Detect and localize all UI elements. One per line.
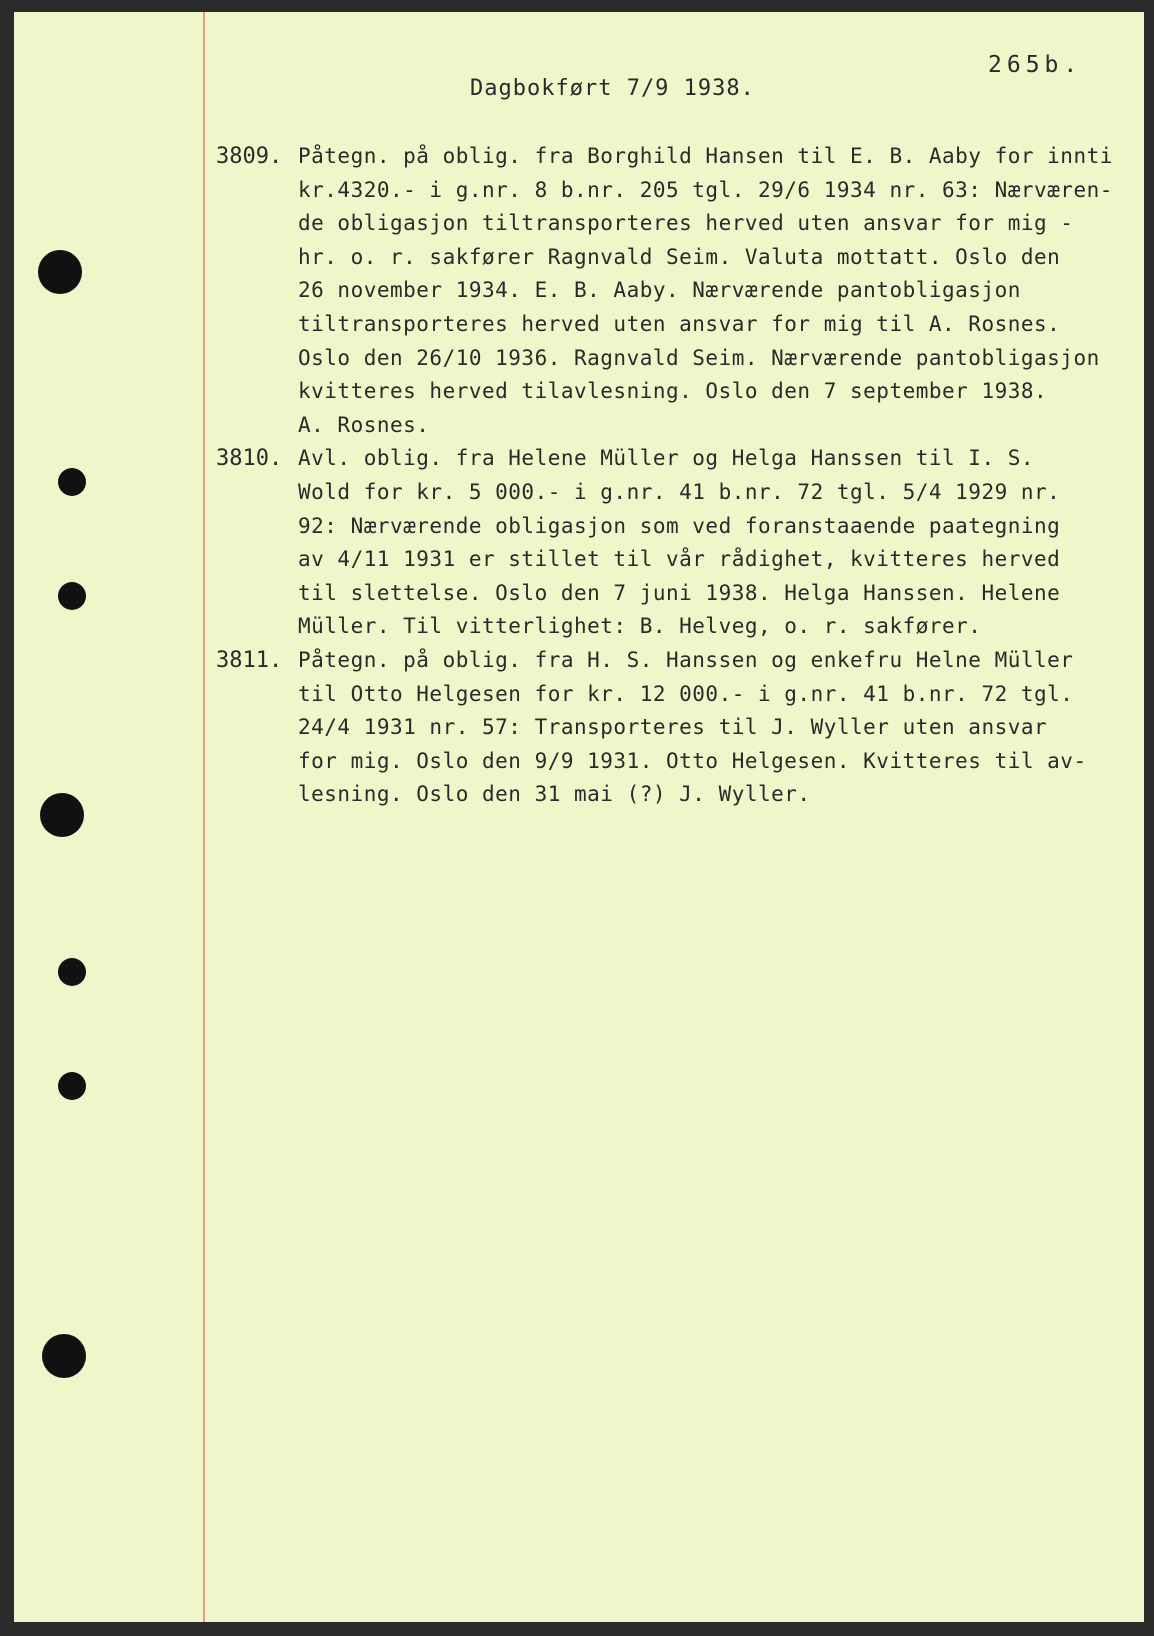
binder-hole <box>58 1072 86 1100</box>
entry-number: 3811. <box>216 647 283 673</box>
entry-text <box>298 644 1140 812</box>
page-number: 265b. <box>988 52 1083 78</box>
entry-line: 24/4 1931 nr. 57: Transporteres til J. Wyller uten ansvar <box>298 715 1048 740</box>
entry-line: kvitteres herved tilavlesning. Oslo den 7 september 1938. <box>298 379 1048 404</box>
entries-list <box>216 140 1146 812</box>
scan-border-bottom <box>0 1622 1154 1636</box>
binder-hole <box>58 468 86 496</box>
page-title: Dagbokført 7/9 1938. <box>470 76 755 101</box>
scan-border-top <box>0 0 1154 12</box>
entry-line: tiltransporteres herved uten ansvar for mig til A. Rosnes. <box>298 311 1061 336</box>
entry-line: Wold for kr. 5 000.- i g.nr. 41 b.nr. 72 tgl. 5/4 1929 nr. <box>298 479 1061 504</box>
entry-line: A. Rosnes. <box>298 412 430 437</box>
entry-line: for mig. Oslo den 9/9 1931. Otto Helgesen. Kvitteres til av- <box>298 748 1087 773</box>
entry-line: lesning. Oslo den 31 mai (?) J. Wyller. <box>298 782 811 807</box>
binder-hole <box>58 958 86 986</box>
entry-3811 <box>216 644 1146 812</box>
entry-3810 <box>216 442 1146 644</box>
entry-line: hr. o. r. sakfører Ragnvald Seim. Valuta mottatt. Oslo den <box>298 244 1061 269</box>
entry-line: til Otto Helgesen for kr. 12 000.- i g.nr. 41 b.nr. 72 tgl. <box>298 681 1074 706</box>
entry-line: de obligasjon tiltransporteres herved uten ansvar for mig - <box>298 211 1074 236</box>
entry-line: Oslo den 26/10 1936. Ragnvald Seim. Nærværende pantobligasjon <box>298 345 1100 370</box>
entry-number: 3810. <box>216 446 283 472</box>
entry-text <box>298 442 1140 644</box>
entry-line: av 4/11 1931 er stillet til vår rådighet, kvitteres herved <box>298 547 1061 572</box>
margin-rule <box>203 12 205 1622</box>
entry-line: til slettelse. Oslo den 7 juni 1938. Helga Hanssen. Helene <box>298 580 1061 605</box>
entry-line: Påtegn. på oblig. fra H. S. Hanssen og enkefru Helne Müller <box>298 647 1074 672</box>
entry-line: 92: Nærværende obligasjon som ved foranstaaende paategning <box>298 513 1061 538</box>
entry-number: 3809. <box>216 144 283 169</box>
entry-line: Påtegn. på oblig. fra Borghild Hansen til E. B. Aaby for innti <box>298 144 1113 168</box>
entry-line: kr.4320.- i g.nr. 8 b.nr. 205 tgl. 29/6 1934 nr. 63: Nærværen- <box>298 177 1113 202</box>
binder-hole <box>58 582 86 610</box>
binder-hole <box>38 250 82 294</box>
binder-hole <box>42 1334 86 1378</box>
entry-line: Avl. oblig. fra Helene Müller og Helga Hanssen til I. S. <box>298 446 1035 471</box>
entry-line: Müller. Til vitterlighet: B. Helveg, o. r. sakfører. <box>298 614 982 639</box>
entry-text <box>298 140 1140 442</box>
binder-hole <box>40 793 84 837</box>
scan-border-left <box>0 0 14 1636</box>
entry-line: 26 november 1934. E. B. Aaby. Nærværende pantobligasjon <box>298 278 1021 303</box>
entry-3809 <box>216 140 1146 442</box>
